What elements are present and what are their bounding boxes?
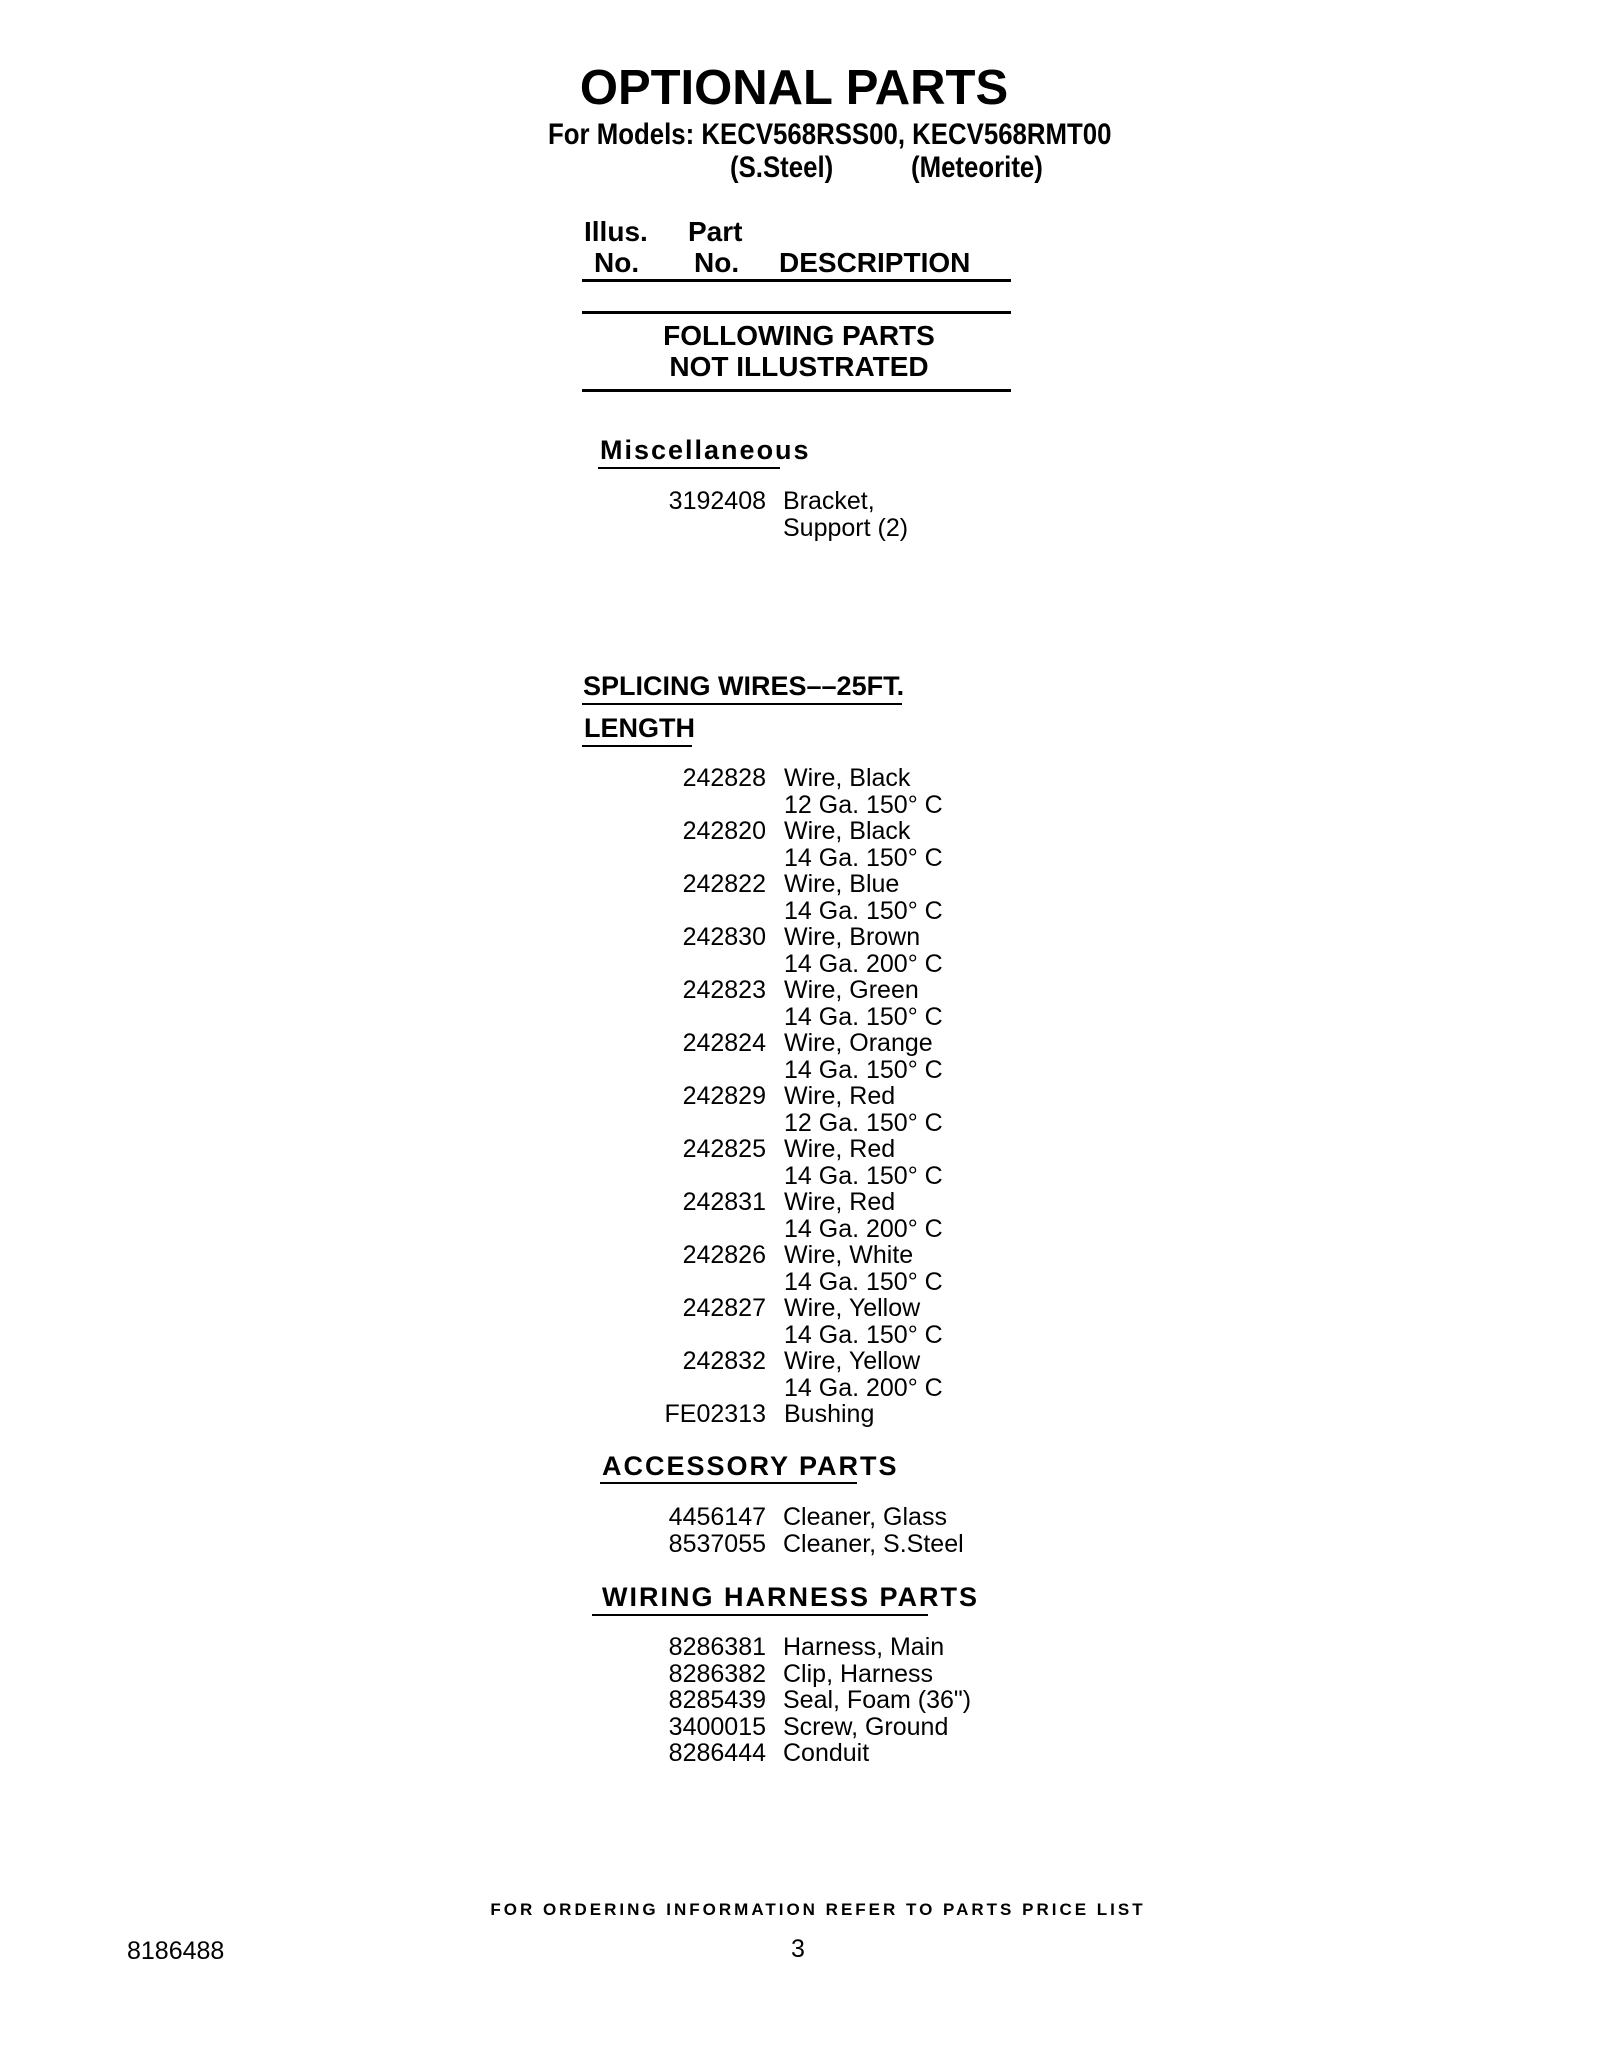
page-title: OPTIONAL PARTS	[579, 61, 1009, 115]
document-number: 8186488	[127, 1937, 225, 1965]
part-number: 8286381	[668, 1633, 766, 1661]
part-description: Seal, Foam (36")	[783, 1686, 972, 1714]
part-description-detail: 14 Ga. 150° C	[784, 843, 943, 872]
header-illus-line1: Illus.	[584, 216, 648, 247]
part-description: Wire, Green	[784, 976, 919, 1004]
part-number: 242827	[682, 1294, 766, 1322]
part-number: 4456147	[668, 1503, 766, 1531]
part-number: 242832	[682, 1347, 766, 1375]
part-number: 242823	[682, 976, 766, 1004]
variant-sste: (S.Steel)	[730, 151, 834, 184]
part-number: 242820	[682, 817, 766, 845]
part-description: Cleaner, Glass	[783, 1503, 947, 1531]
header-part-line1: Part	[688, 216, 743, 247]
part-number: 8285439	[668, 1686, 766, 1714]
part-number: 242826	[682, 1241, 766, 1269]
following-parts-line1: FOLLOWING PARTS	[663, 320, 935, 351]
part-description-detail: 14 Ga. 150° C	[784, 896, 943, 925]
part-description-detail: 14 Ga. 200° C	[784, 949, 943, 978]
part-number: 8286444	[668, 1739, 766, 1767]
part-description: Bushing	[784, 1400, 875, 1428]
part-number: 242828	[682, 764, 766, 792]
part-number: 242822	[682, 870, 766, 898]
part-description: Clip, Harness	[783, 1659, 934, 1688]
part-description: Screw, Ground	[783, 1712, 949, 1741]
part-description: Wire, Yellow	[784, 1347, 921, 1375]
section-title-splicing-line1: SPLICING WIRES––25FT.	[583, 671, 905, 701]
part-description: Wire, Blue	[784, 870, 900, 898]
part-number: 242824	[682, 1029, 766, 1057]
variant-meteorite: (Meteorite)	[911, 151, 1043, 184]
part-description-detail: 14 Ga. 200° C	[784, 1373, 943, 1402]
part-description-detail: 14 Ga. 150° C	[784, 1161, 943, 1190]
part-description-detail: Support (2)	[783, 513, 909, 542]
box-top-rule	[582, 311, 1011, 314]
part-number: 242825	[682, 1135, 766, 1163]
section-underline-splicing-2	[582, 745, 692, 747]
part-description: Wire, Black	[784, 817, 911, 845]
part-description-detail: 14 Ga. 150° C	[784, 1055, 943, 1084]
section-underline-accessory	[600, 1482, 857, 1484]
header-description: DESCRIPTION	[779, 247, 971, 278]
models-line: For Models: KECV568RSS00, KECV568RMT00	[548, 118, 1112, 151]
part-description: Conduit	[783, 1739, 870, 1767]
part-description: Bracket,	[783, 487, 875, 515]
part-description: Wire, Red	[784, 1135, 896, 1163]
section-underline-wiring	[592, 1614, 928, 1616]
ordering-footer: FOR ORDERING INFORMATION REFER TO PARTS PRICE LIST	[490, 1900, 1146, 1919]
part-description: Wire, Black	[784, 764, 911, 792]
part-number: 242829	[682, 1082, 766, 1110]
section-title-accessory: ACCESSORY PARTS	[602, 1451, 899, 1481]
following-parts-line2: NOT ILLUSTRATED	[669, 351, 929, 382]
section-title-misc: Miscellaneous	[600, 435, 811, 465]
part-description: Wire, Orange	[784, 1029, 933, 1057]
part-description-detail: 14 Ga. 200° C	[784, 1214, 943, 1243]
header-illus-line2: No.	[594, 247, 640, 278]
section-underline-misc	[598, 467, 780, 469]
part-number: 3400015	[668, 1712, 766, 1741]
box-bottom-rule	[582, 389, 1011, 392]
header-rule	[582, 279, 1011, 282]
part-description-detail: 14 Ga. 150° C	[784, 1320, 943, 1349]
part-description-detail: 12 Ga. 150° C	[784, 1108, 943, 1137]
part-description: Cleaner, S.Steel	[783, 1529, 964, 1558]
part-description: Wire, Brown	[784, 923, 921, 951]
part-description: Wire, Red	[784, 1188, 896, 1216]
section-title-wiring: WIRING HARNESS PARTS	[602, 1582, 980, 1612]
part-number: 8537055	[668, 1529, 766, 1558]
part-description: Wire, White	[784, 1241, 914, 1269]
header-part-line2: No.	[694, 247, 740, 278]
part-description-detail: 14 Ga. 150° C	[784, 1267, 943, 1296]
part-description: Wire, Yellow	[784, 1294, 921, 1322]
section-title-splicing-line2: LENGTH	[584, 713, 695, 743]
part-description-detail: 12 Ga. 150° C	[784, 790, 943, 819]
part-description-detail: 14 Ga. 150° C	[784, 1002, 943, 1031]
part-number: 3192408	[668, 487, 766, 515]
section-underline-splicing-1	[582, 703, 902, 705]
part-number: 242830	[682, 923, 766, 951]
part-description: Harness, Main	[783, 1633, 945, 1661]
part-number: FE02313	[664, 1400, 766, 1428]
part-number: 242831	[682, 1188, 766, 1216]
part-description: Wire, Red	[784, 1082, 896, 1110]
part-number: 8286382	[668, 1659, 766, 1688]
page-number: 3	[791, 1935, 805, 1963]
